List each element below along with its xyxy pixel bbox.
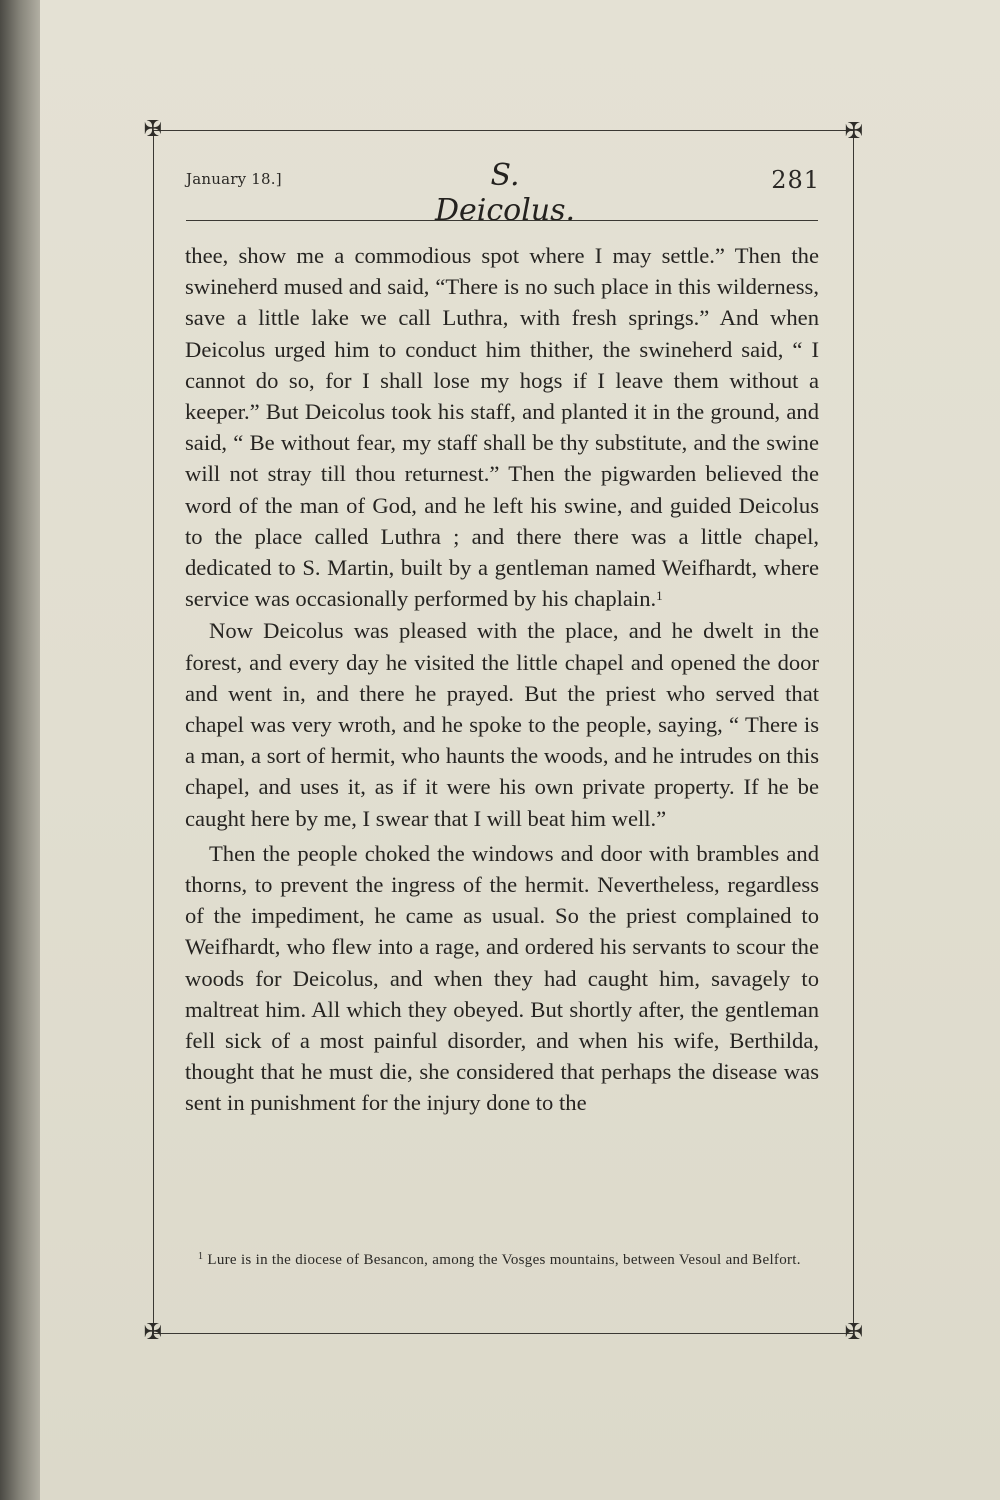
frame-top-rule [152,130,854,131]
maltese-cross-icon: ✠ [143,1320,163,1345]
maltese-cross-icon: ✠ [143,117,163,142]
frame-bottom-rule [152,1333,854,1334]
maltese-cross-icon: ✠ [844,1320,864,1345]
page-number: 281 [771,166,820,194]
footnote-text: Lure is in the diocese of Besancon, among the Vosges mountains, between Vesoul and Belfort. [207,1252,801,1268]
running-head-date: January 18.] [186,170,282,188]
maltese-cross-icon: ✠ [844,119,864,144]
paragraph-3: Then the people choked the windows and door with brambles and thorns, to prevent the ingress of the hermit. Nevertheless, regardless of the impediment, he came as usual. So the priest complained to Weifhardt, who flew into a rage, and ordered his servants to scour the woods for Deicolus, and when they had caught him, savagely to maltreat him. All which they obeyed. But shortly after, the gentleman fell sick of a most painful disorder, and when his wife, Berthilda, thought that he must die, she considered that perhaps the disease was sent in punishment for the injury done to the [185,840,819,1116]
paragraph-1-text: thee, show me a commodious spot where I may settle.” Then the swineherd mused and said, “There is no such place in this wilderness, save a little lake we call Luthra, with fresh springs.” And when Deicolus urged him to conduct him thither, the swineherd said, “ I cannot do so, for I shall lose my hogs if I leave them without a keeper.” But Deicolus took his staff, and planted it in the ground, and said, “ Be without fear, my staff shall be thy substitute, and the swine will not stray till thou returnest.” Then the pigwarden believed the word of the man of God, and he left his swine, and guided Deicolus to the place called Luthra ; and there there was a little chapel, dedicated to S. Martin, built by a gentleman named Weifhardt, where service was occasionally performed by his chaplain. [185,243,819,612]
frame-left-rule [153,130,154,1333]
footnote [186,1250,818,1271]
paragraph-1 [185,240,819,614]
frame-right-rule [853,130,854,1333]
footnote-reference: 1 [656,588,663,604]
header-rule [186,220,818,221]
paragraph-2: Now Deicolus was pleased with the place, and he dwelt in the forest, and every day he visited the little chapel and opened the door and went in, and there he prayed. But the priest who served that chapel was very wroth, and he spoke to the people, saying, “ There is a man, a sort of hermit, who haunts the woods, and he intrudes on this chapel, and uses it, as if it were his own private property. If he be caught here by me, I swear that I will beat him well.” [185,618,819,831]
running-head-title: S. Deicolus. [434,158,576,228]
body-text [185,240,819,1119]
footnote-marker: 1 [198,1251,204,1262]
